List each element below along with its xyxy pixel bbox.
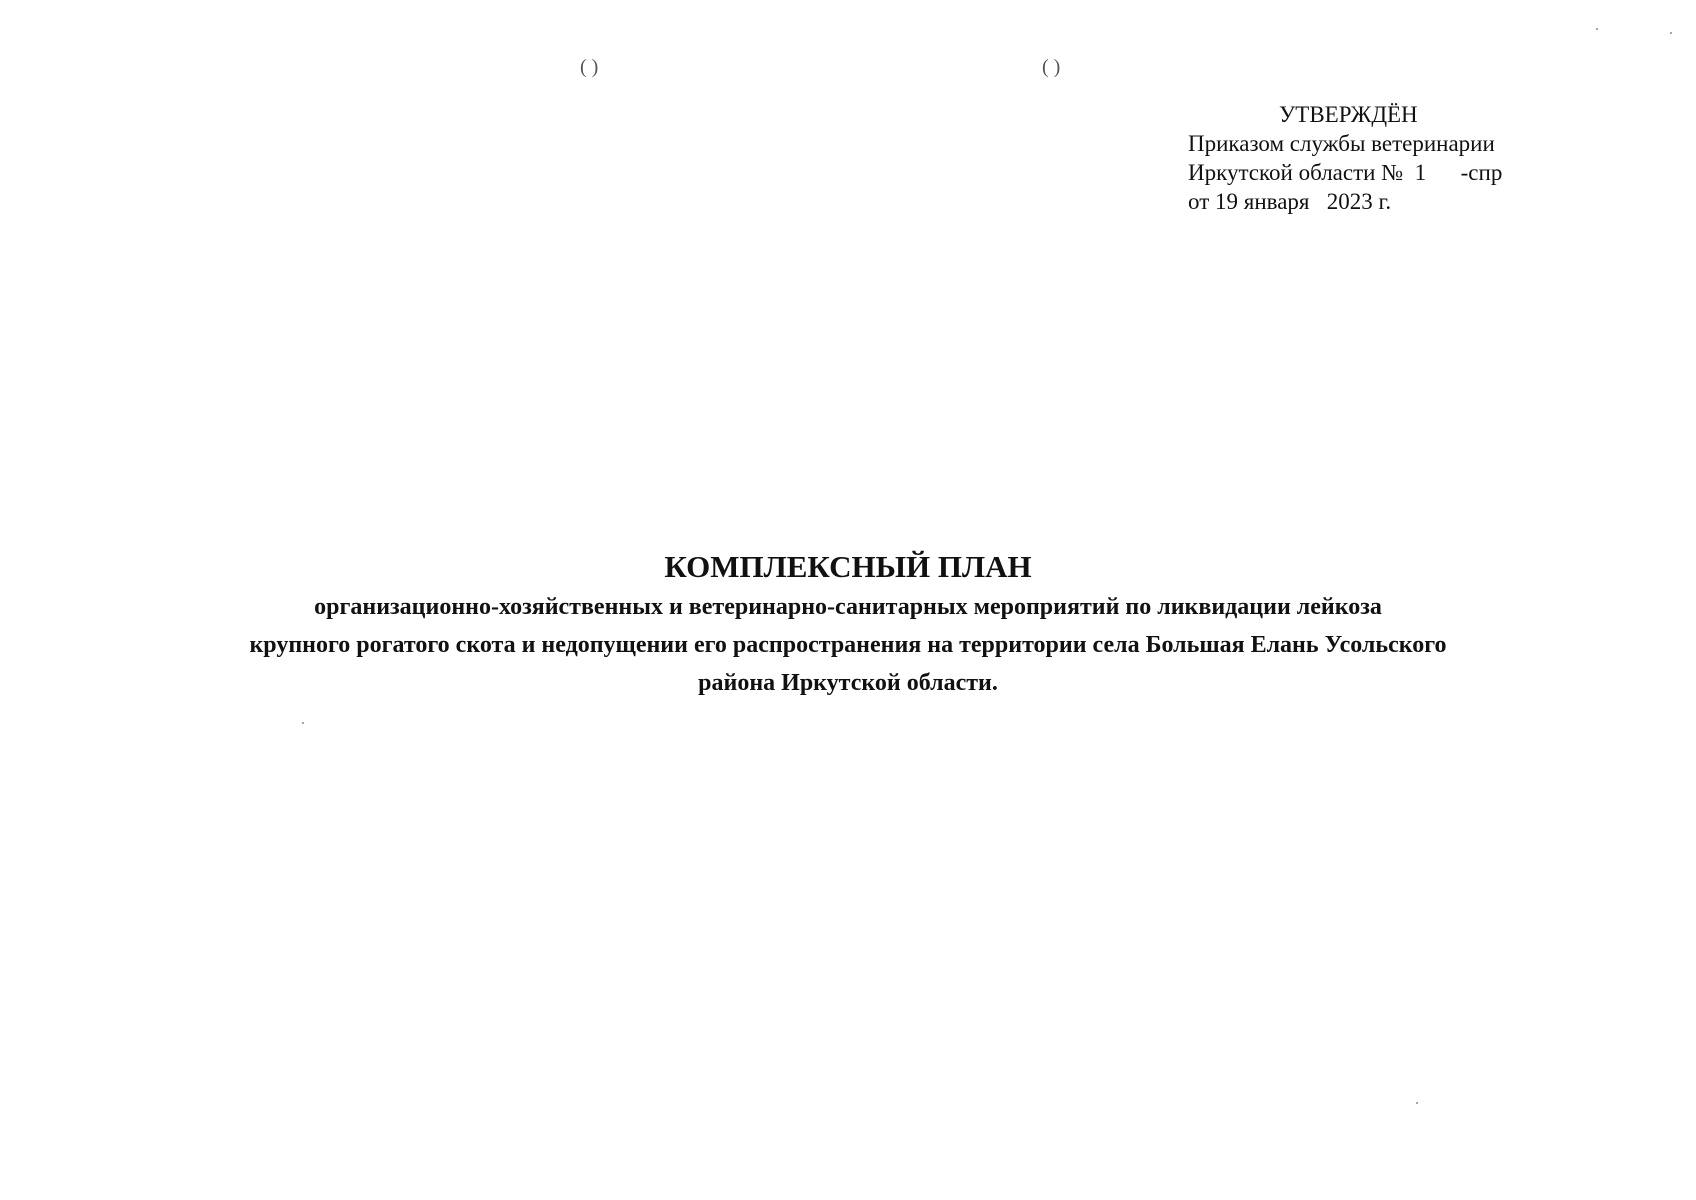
scan-speck — [1670, 32, 1672, 34]
approval-order-line: Приказом службы ветеринарии — [1188, 131, 1495, 156]
scan-bracket-mark-left: ( ) — [580, 56, 599, 78]
document-title-block — [80, 548, 1616, 702]
scan-speck — [1416, 1102, 1418, 1104]
approval-heading: УТВЕРЖДЁН — [1279, 102, 1418, 127]
approval-date-line: от 19 января 2023 г. — [1188, 189, 1392, 214]
subtitle-line: организационно-хозяйственных и ветеринарно-санитарных мероприятий по ликвидации лейкоза — [314, 594, 1382, 620]
subtitle-line: крупного рогатого скота и недопущении его распространения на территории села Большая Елань Усольского — [249, 632, 1447, 658]
scan-speck — [302, 722, 304, 724]
document-subtitle — [80, 588, 1616, 702]
scan-speck — [1596, 28, 1598, 30]
subtitle-line: района Иркутской области. — [698, 670, 998, 696]
approval-number-line: Иркутской области № 1 -спр — [1188, 160, 1503, 185]
approval-stamp-block — [1188, 100, 1608, 216]
scan-bracket-mark-right: ( ) — [1042, 56, 1061, 78]
document-title: КОМПЛЕКСНЫЙ ПЛАН — [664, 549, 1032, 584]
